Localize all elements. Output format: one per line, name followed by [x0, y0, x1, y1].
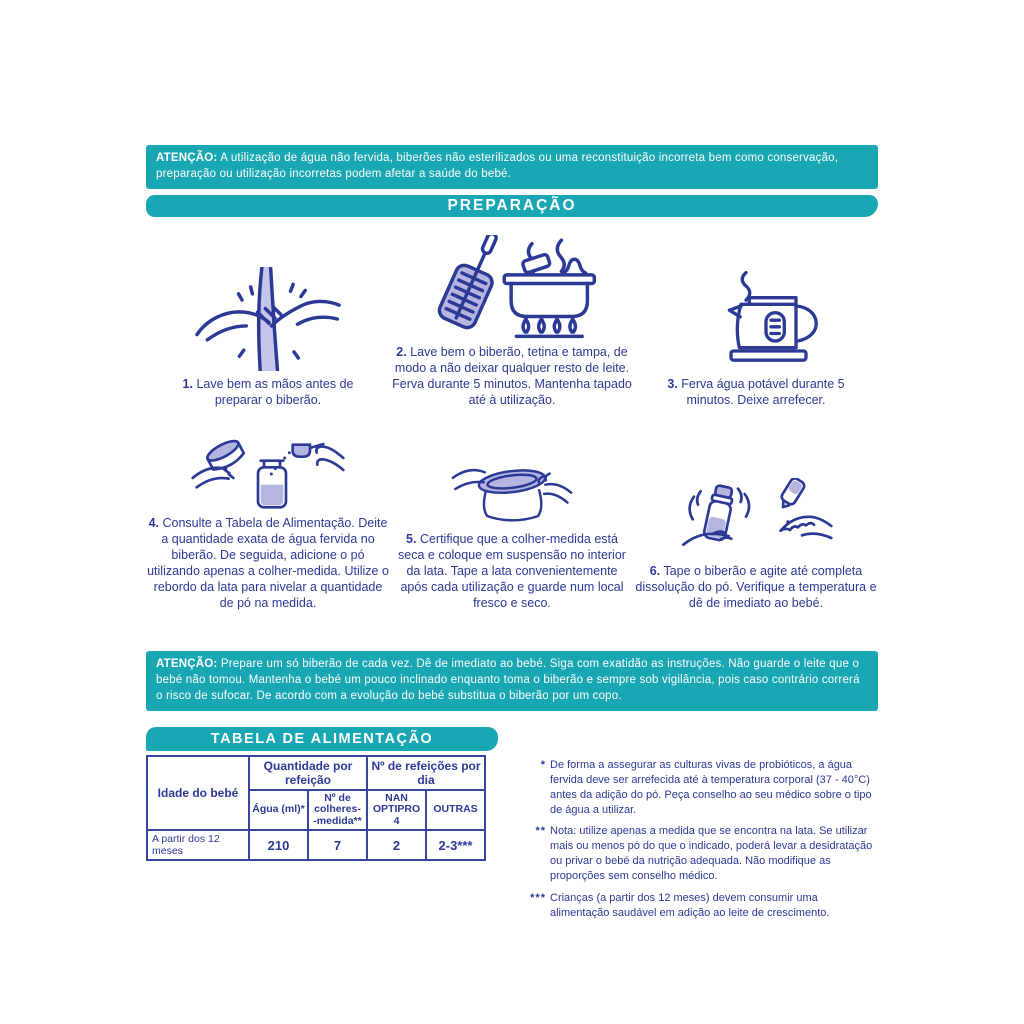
- footnote-text: De forma a assegurar as culturas vivas de probióticos, a água fervida deve ser arrefecida até à temperatura corporal (37 - 40°C) antes da adição do pó. Peça conselho ao seu médico sobre o tipo de água a utilizar.: [550, 758, 872, 816]
- step-text: Ferva água potável durante 5 minutos. Deixe arrefecer.: [681, 376, 845, 407]
- step-4: [146, 428, 390, 611]
- step-5: [390, 428, 634, 611]
- step-text: Lave bem as mãos antes de preparar o biberão.: [196, 376, 354, 407]
- feeding-section: [146, 727, 878, 929]
- step-caption: [393, 531, 631, 611]
- kettle-icon: [668, 267, 844, 371]
- step-caption: [146, 515, 390, 611]
- step-number: 3.: [667, 376, 678, 391]
- col-header-nan-optipro: NAN OPTIPRO 4: [367, 790, 426, 831]
- step-caption: [634, 563, 878, 611]
- step-number: 2.: [396, 344, 407, 359]
- step-3: [634, 235, 878, 408]
- cell-idade: A partir dos 12 meses: [147, 830, 249, 860]
- feeding-table: [146, 755, 486, 862]
- label-content: [146, 145, 878, 928]
- step-number: 6.: [649, 563, 661, 578]
- cell-colheres: 7: [308, 830, 367, 860]
- step-caption: [390, 344, 634, 408]
- col-header-colheres-line1: Nº de colheres-: [314, 791, 361, 816]
- table-row: [147, 830, 485, 860]
- step-caption: [182, 376, 354, 408]
- washing-hands-icon: [174, 267, 362, 371]
- step-number: 5.: [406, 531, 417, 546]
- step-1: [146, 235, 390, 408]
- cell-outras: 2-3***: [426, 830, 485, 860]
- attention-label: ATENÇÃO:: [156, 152, 218, 164]
- footnote-3: [524, 891, 878, 921]
- cell-agua: 210: [249, 830, 308, 860]
- col-header-outras: OUTRAS: [426, 790, 485, 831]
- step-number: 4.: [148, 515, 160, 530]
- footnote-text: Nota: utilize apenas a medida que se encontra na lata. Se utilizar mais ou menos pó do que o indicado, poderá levar a desidratação ou privar o bebé da nutrição adequada. Não modifique as proporções sem conselho médico.: [550, 825, 873, 883]
- group-header-refeicoes: Nº de refeições por dia: [367, 756, 485, 790]
- footnotes: [524, 727, 878, 929]
- step-text: Tape o biberão e agite até completa dissolução do pó. Verifique a temperatura e dê de imediato ao bebé.: [635, 563, 877, 610]
- scoop-in-can-icon: [419, 444, 605, 526]
- step-6: [634, 428, 878, 611]
- feeding-table-block: [146, 727, 498, 929]
- step-text: Consulte a Tabela de Alimentação. Deite a quantidade exata de água fervida no biberão. De seguida, adicione o pó utilizando apenas a colher-medida. Utilize o rebordo da lata para nivelar a quantidade de pó na medida.: [147, 515, 389, 610]
- preparation-section-header: PREPARAÇÃO: [146, 195, 878, 217]
- attention-text: Prepare um só biberão de cada vez. Dê de imediato ao bebé. Siga com exatidão as instruções. Não guarde o leite que o bebé não tomou. Mantenha o bebé um pouco inclinado enquanto toma o biberão e sempre sob vigilância, pois caso contrário correrá o risco de sufocar. De acordo com a evolução do bebé substitua o biberão por um copo.: [156, 657, 860, 703]
- footnote-marker: **: [535, 825, 546, 838]
- group-header-quantidade: Quantidade por refeição: [249, 756, 367, 790]
- col-header-colheres-line2: -medida**: [313, 814, 362, 827]
- col-header-idade: Idade do bebé: [147, 756, 249, 831]
- footnote-marker: *: [540, 758, 546, 771]
- step-2: [390, 235, 634, 408]
- attention-label: ATENÇÃO:: [156, 657, 218, 670]
- step-text: Certifique que a colher-medida está seca e coloque em suspensão no interior da lata. Tape a lata convenientemente após cada utilização e guarde num local fresco e seco.: [398, 531, 626, 610]
- step-caption: [664, 376, 848, 408]
- bottle-brush-and-boiling-pot-icon: [412, 235, 612, 339]
- attention-box-bottom: [146, 651, 878, 711]
- cell-nan-optipro: 2: [367, 830, 426, 860]
- step-text: Lave bem o biberão, tetina e tampa, de modo a não deixar qualquer resto de leite. Ferva durante 5 minutos. Mantenha tapado até à utilização.: [392, 344, 632, 407]
- pour-powder-into-bottle-icon: [162, 428, 374, 510]
- attention-text: A utilização de água não fervida, biberões não esterilizados ou uma reconstituição incorreta bem como conservação, preparação ou utilização incorretas podem afetar a saúde do bebé.: [156, 152, 839, 181]
- step-number: 1.: [182, 376, 193, 391]
- attention-box-top: [146, 145, 878, 189]
- col-header-agua: Água (ml)*: [249, 790, 308, 831]
- col-header-colheres: [308, 790, 367, 831]
- preparation-steps: [146, 235, 878, 611]
- feeding-table-header: TABELA DE ALIMENTAÇÃO: [146, 727, 498, 751]
- shake-bottle-and-temperature-test-icon: [650, 476, 862, 558]
- footnote-text: Crianças (a partir dos 12 meses) devem consumir uma alimentação saudável em adição ao leite de crescimento.: [550, 892, 830, 920]
- footnote-1: [524, 758, 878, 818]
- footnote-marker: ***: [530, 892, 546, 905]
- footnote-2: [524, 824, 878, 884]
